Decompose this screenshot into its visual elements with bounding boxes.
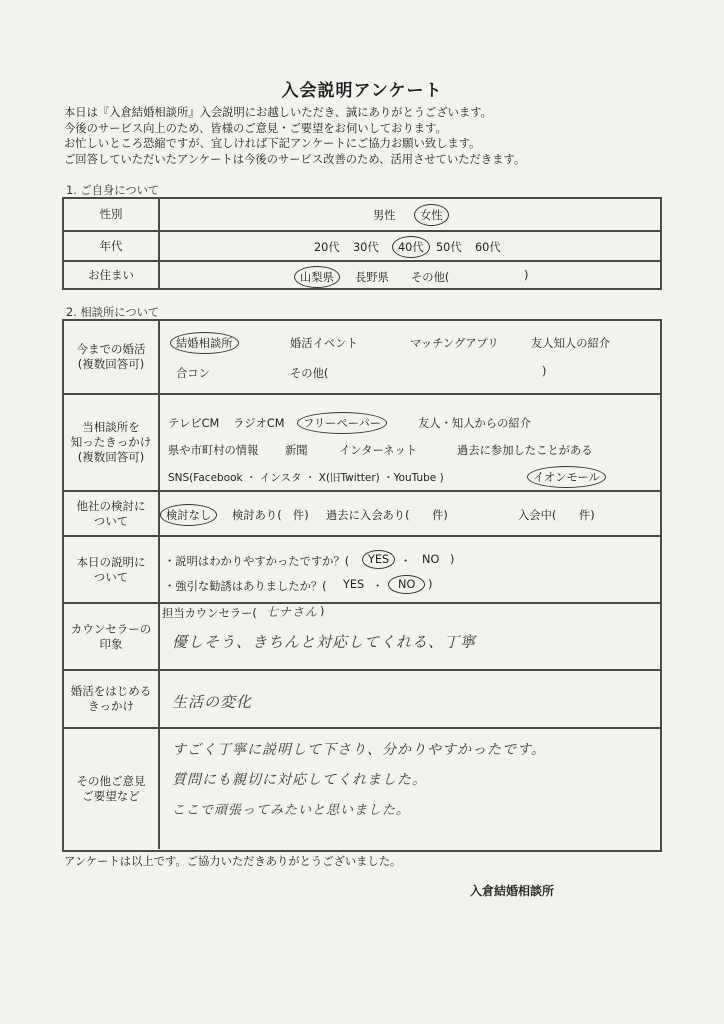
- q1-yes-circled[interactable]: YES: [362, 550, 395, 569]
- comments-row: [64, 727, 660, 849]
- option-radio-cm[interactable]: ラジオCM: [233, 417, 285, 430]
- option-30s[interactable]: 30代: [353, 241, 379, 254]
- section-2-table: [62, 319, 662, 852]
- option-internet[interactable]: インターネット: [339, 444, 418, 457]
- option-60s[interactable]: 60代: [475, 241, 501, 254]
- age-row: [64, 230, 660, 260]
- section-1-title: 1. ご自身について: [66, 184, 160, 197]
- option-40s-circled[interactable]: 40代: [392, 236, 430, 258]
- option-newspaper[interactable]: 新聞: [285, 444, 308, 457]
- comment-line-handwritten: ここで頑張ってみたいと思いました。: [172, 803, 411, 818]
- other-agencies-label: 他社の検討に ついて: [64, 492, 160, 535]
- gender-row: [64, 199, 660, 230]
- q2-separator: ・: [372, 580, 384, 593]
- q2-no-circled[interactable]: NO: [388, 575, 425, 594]
- page-title: 入会説明アンケート: [281, 81, 443, 101]
- past-activity-label: 今までの婚活 (複数回答可): [64, 321, 160, 393]
- other-agencies-row: [64, 490, 660, 535]
- option-aeon-mall-circled[interactable]: イオンモール: [527, 466, 606, 488]
- comments-field[interactable]: [160, 729, 660, 849]
- q2-close: ): [428, 578, 433, 591]
- option-konkatsu-event[interactable]: 婚活イベント: [290, 337, 358, 350]
- option-nagano[interactable]: 長野県: [355, 271, 389, 284]
- intro-line: お忙しいところ恐縮ですが、宜しければ下記アンケートにご協力お願い致します。: [64, 137, 481, 150]
- trigger-label: 婚活をはじめる きっかけ: [64, 671, 160, 727]
- intro-line: ご回答していただいたアンケートは今後のサービス改善のため、活用させていただきます。: [64, 152, 526, 166]
- option-other-close: ): [542, 365, 547, 378]
- option-other[interactable]: その他(: [411, 271, 450, 284]
- trigger-row: [64, 669, 660, 727]
- option-20s[interactable]: 20代: [314, 241, 340, 254]
- option-male[interactable]: 男性: [373, 209, 396, 222]
- option-none-circled[interactable]: 検討なし: [160, 504, 217, 526]
- option-matching-app[interactable]: マッチングアプリ: [410, 337, 499, 350]
- q1-no[interactable]: NO: [422, 553, 440, 566]
- past-activity-row: [64, 321, 660, 393]
- section-2-title: 2. 相談所について: [66, 306, 160, 319]
- gender-label: 性別: [64, 199, 160, 230]
- age-label: 年代: [64, 232, 160, 260]
- today-explanation-label: 本日の説明に ついて: [64, 537, 160, 602]
- comment-line-handwritten: すごく丁寧に説明して下さり、分かりやすかったです。: [172, 742, 546, 758]
- counselor-row: [64, 602, 660, 669]
- option-past-participation[interactable]: 過去に参加したことがある: [457, 444, 593, 457]
- option-municipal-info[interactable]: 県や市町村の情報: [168, 444, 259, 457]
- option-current-member[interactable]: 入会中( 件): [518, 509, 595, 522]
- q1-separator: ・: [400, 555, 412, 568]
- option-female-circled[interactable]: 女性: [414, 204, 449, 226]
- counselor-label: カウンセラーの 印象: [64, 604, 160, 669]
- q2-yes[interactable]: YES: [343, 578, 365, 591]
- option-goukon[interactable]: 合コン: [176, 367, 210, 380]
- option-tv-cm[interactable]: テレビCM: [168, 417, 220, 430]
- intro-text: [64, 105, 525, 167]
- counselor-name-handwritten[interactable]: 七ナさん: [266, 605, 319, 619]
- option-marriage-agency-circled[interactable]: 結婚相談所: [170, 332, 239, 354]
- option-past-member[interactable]: 過去に入会あり( 件): [326, 509, 448, 522]
- trigger-answer-handwritten[interactable]: 生活の変化: [172, 693, 253, 711]
- residence-label: お住まい: [64, 262, 160, 289]
- option-considering[interactable]: 検討あり( 件): [232, 509, 309, 522]
- residence-row: [64, 260, 660, 289]
- organization-name: 入倉結婚相談所: [470, 884, 555, 898]
- section-1-table: [62, 197, 662, 290]
- question-clarity: ・説明はわかりやすかったですか？(: [164, 555, 350, 568]
- intro-line: 今後のサービス向上のため、皆様のご意見・ご要望をお伺いしております。: [64, 121, 447, 135]
- comment-line-handwritten: 質問にも親切に対応してくれました。: [172, 772, 427, 788]
- counselor-prefix: 担当カウンセラー(: [162, 607, 257, 620]
- comments-label: その他ご意見 ご要望など: [64, 729, 160, 849]
- option-50s[interactable]: 50代: [436, 241, 462, 254]
- option-other[interactable]: その他(: [290, 367, 329, 380]
- option-friend-intro[interactable]: 友人知人の紹介: [531, 337, 611, 350]
- counselor-impression-handwritten[interactable]: 優しそう、きちんと対応してくれる、丁寧: [172, 633, 477, 651]
- q1-close: ): [450, 553, 455, 566]
- today-explanation-row: [64, 535, 660, 602]
- discovery-row: [64, 393, 660, 490]
- option-other-close: ): [524, 269, 529, 282]
- counselor-suffix: ): [320, 605, 325, 618]
- option-free-paper-circled[interactable]: フリーペーパー: [297, 412, 387, 434]
- option-yamanashi-circled[interactable]: 山梨県: [294, 266, 340, 288]
- intro-line: 本日は『入倉結婚相談所』入会説明にお越しいただき、誠にありがとうございます。: [64, 106, 492, 119]
- footer-thanks: アンケートは以上です。ご協力いただきありがとうございました。: [64, 855, 402, 868]
- discovery-label: 当相談所を 知ったきっかけ (複数回答可): [64, 395, 160, 490]
- option-friend-referral[interactable]: 友人・知人からの紹介: [418, 417, 531, 430]
- option-sns[interactable]: SNS(Facebook ・ インスタ ・ X(旧Twitter) ・YouTube ): [168, 472, 444, 484]
- question-pushy-sales: ・強引な勧誘はありましたか？(: [164, 580, 327, 593]
